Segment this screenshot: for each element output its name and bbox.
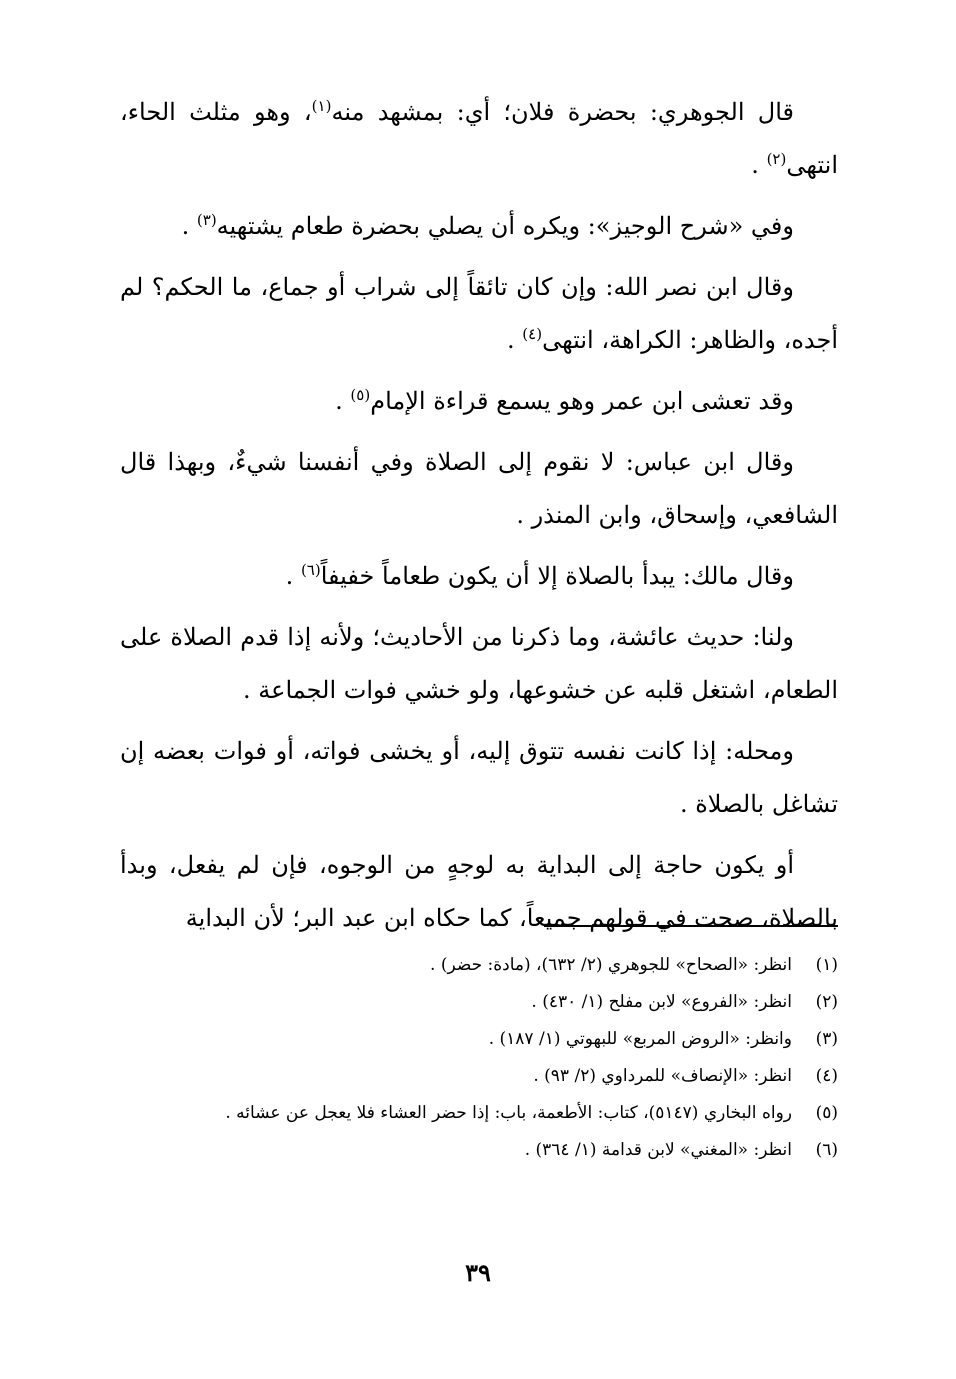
footnote-divider xyxy=(544,925,838,927)
paragraph-5: وقال ابن عباس: لا نقوم إلى الصلاة وفي أنفسنا شيءٌ، وبهذا قال الشافعي، وإسحاق، وابن المنذر . xyxy=(120,448,838,529)
paragraph-3: وقال ابن نصر الله: وإن كان تائقاً إلى شراب أو جماع، ما الحكم؟ لم أجده، والظاهر: الكراهة، انتهى$^{(٤)}$ . xyxy=(120,273,838,354)
footnote-number: (١) xyxy=(815,955,838,975)
footnote-3 xyxy=(120,1024,838,1054)
footnote-text: انظر: «الفروع» لابن مفلح (١/ ٤٣٠) . xyxy=(531,992,792,1012)
paragraph-1: قال الجوهري: بحضرة فلان؛ أي: بمشهد منه$^{(١)}$، وهو مثلث الحاء، انتهى$^{(٢)}$ . xyxy=(120,97,838,179)
footnote-text: انظر: «الصحاح» للجوهري (٢/ ٦٣٢)، (مادة: حضر) . xyxy=(430,955,792,975)
paragraph-6: وقال مالك: يبدأ بالصلاة إلا أن يكون طعاماً خفيفاً$^{(٦)}$ . xyxy=(285,561,794,590)
footnote-number: (٣) xyxy=(815,1029,838,1049)
footnote-ref: (٢) xyxy=(766,150,787,168)
footnote-ref: (٦) xyxy=(300,561,321,579)
paragraph-8: ومحله: إذا كانت نفسه تتوق إليه، أو يخشى فواته، أو فوات بعضه إن تشاغل بالصلاة . xyxy=(120,737,838,818)
footnote-text: انظر: «المغني» لابن قدامة (١/ ٣٦٤) . xyxy=(524,1140,792,1160)
footnote-ref: (٤) xyxy=(522,325,543,343)
footnote-4 xyxy=(120,1061,838,1091)
footnote-ref: (٣) xyxy=(196,211,217,229)
paragraph-4: وقد تعشى ابن عمر وهو يسمع قراءة الإمام$^{(٥)}$ . xyxy=(335,386,794,415)
footnote-1 xyxy=(120,950,838,980)
main-text xyxy=(120,86,838,953)
footnote-6 xyxy=(120,1135,838,1165)
footnote-ref: (٥) xyxy=(350,386,371,404)
paragraph-7: ولنا: حديث عائشة، وما ذكرنا من الأحاديث؛ ولأنه إذا قدم الصلاة على الطعام، اشتغل قلبه عن خشوعها، ولو خشي فوات الجماعة . xyxy=(120,623,838,704)
paragraph-2: وفي «شرح الوجيز»: ويكره أن يصلي بحضرة طعام يشتهيه$^{(٣)}$ . xyxy=(181,211,794,240)
paragraph-9: أو يكون حاجة إلى البداية به لوجهٍ من الوجوه، فإن لم يفعل، وبدأ بالصلاة، صحت في قولهم جميعاً، كما حكاه ابن عبد البر؛ لأن البداية xyxy=(120,851,838,932)
page-number: ٣٩ xyxy=(465,1258,491,1287)
footnote-text: انظر: «الإنصاف» للمرداوي (٢/ ٩٣) . xyxy=(533,1066,792,1086)
footnote-ref: (١) xyxy=(311,97,332,115)
footnote-number: (٥) xyxy=(815,1103,838,1123)
footnote-number: (٤) xyxy=(815,1066,838,1086)
footnote-5 xyxy=(120,1098,838,1128)
footnote-number: (٦) xyxy=(815,1140,838,1160)
footnotes xyxy=(120,950,838,1172)
footnote-2 xyxy=(120,987,838,1017)
footnote-text: رواه البخاري (٥١٤٧)، كتاب: الأطعمة، باب: إذا حضر العشاء فلا يعجل عن عشائه . xyxy=(225,1103,792,1123)
footnote-text: وانظر: «الروض المربع» للبهوتي (١/ ١٨٧) . xyxy=(488,1029,792,1049)
footnote-number: (٢) xyxy=(815,992,838,1012)
